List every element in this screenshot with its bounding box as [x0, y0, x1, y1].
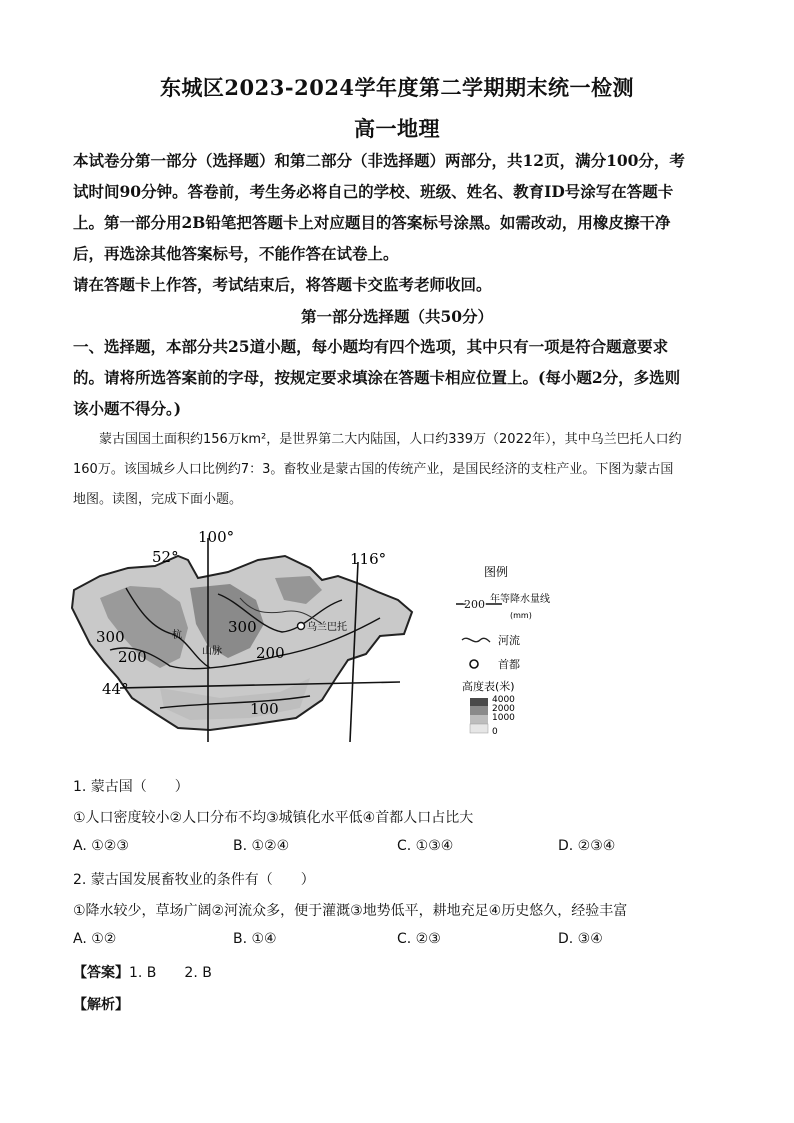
question-1-option-c: C. ①③④ [397, 838, 454, 854]
mountain-label-partial: 杭 [172, 630, 182, 641]
elevation-swatch [470, 706, 488, 715]
legend-isohyet-unit: (mm) [510, 611, 532, 620]
exam-subject: 高一地理 [354, 116, 440, 141]
question-2-stem: 2. 蒙古国发展畜牧业的条件有（ ） [73, 872, 315, 888]
question-1-statement: ①人口密度较小②人口分布不均③城镇化水平低④首都人口占比大 [73, 810, 474, 826]
passage [73, 425, 723, 515]
lon-label-100: 100° [198, 528, 235, 546]
capital-icon [470, 660, 478, 668]
elevation-value: 4000 [492, 695, 515, 705]
isohyet-label: 100 [250, 700, 279, 718]
legend-title: 图例 [484, 565, 509, 579]
isohyet-label: 200 [118, 648, 147, 666]
mountain-label: 山脉 [202, 646, 222, 657]
section-line: 的。请将所选答案前的字母，按规定要求填涂在答题卡相应位置上。(每小题2分，多选则 [73, 368, 681, 387]
question-2-statement: ①降水较少，草场广阔②河流众多，便于灌溉③地势低平，耕地充足④历史悠久，经验丰富 [73, 903, 628, 919]
legend-elevation-title: 高度表(米) [462, 680, 515, 693]
elevation-swatch [470, 724, 488, 733]
question-2-option-a: A. ①② [73, 931, 117, 947]
legend-river-label: 河流 [498, 634, 520, 647]
passage-line: 160万。该国城乡人口比例约7：3。畜牧业是蒙古国的传统产业，是国民经济的支柱产业。下图为蒙古国 [73, 462, 674, 477]
capital-label: 乌兰巴托 [307, 622, 347, 633]
section-line: 一、选择题，本部分共25道小题，每小题均有四个选项，其中只有一项是符合题意要求 [73, 337, 669, 356]
elevation-value: 1000 [492, 713, 515, 723]
question-1-option-d: D. ②③④ [558, 838, 616, 854]
legend-capital-label: 首都 [498, 658, 520, 671]
part1-heading: 第一部分选择题（共50分） [300, 307, 494, 326]
isohyet-label: 300 [228, 618, 257, 636]
river-icon [462, 638, 490, 642]
elevation-swatch [470, 715, 488, 724]
lat-label-44: 44° [102, 680, 129, 698]
instruction-line: 请在答题卡上作答，考试结束后，将答题卡交监考老师收回。 [73, 275, 492, 294]
isohyet-label: 200 [256, 644, 285, 662]
isohyet-label: 300 [96, 628, 125, 646]
legend-isohyet-label: 年等降水量线 [490, 594, 550, 605]
passage-line: 蒙古国国土面积约156万km²，是世界第二大内陆国，人口约339万（2022年），其中乌兰巴托人口约 [99, 432, 682, 447]
map-legend [450, 560, 560, 745]
question-2-option-b: B. ①④ [233, 931, 277, 947]
instructions [73, 145, 723, 300]
elevation-swatch [470, 698, 488, 706]
answer-values: 1. B 2. B [129, 965, 212, 981]
section-line: 该小题不得分。) [73, 399, 182, 418]
question-1-option-a: A. ①②③ [73, 838, 129, 854]
section-instructions [73, 331, 723, 424]
analysis-label: 【解析】 [73, 997, 129, 1013]
legend-isohyet-value: 200 [464, 598, 485, 611]
instruction-line: 后，再选涂其他答案标号，不能作答在试卷上。 [73, 244, 399, 263]
answer-label: 【答案】 [73, 965, 129, 981]
question-2-option-d: D. ③④ [558, 931, 603, 947]
answer-section [73, 962, 212, 982]
instruction-line: 上。第一部分用2B铅笔把答题卡上对应题目的答案标号涂黑。如需改动，用橡皮擦干净 [73, 213, 671, 232]
question-2-option-c: C. ②③ [397, 931, 441, 947]
elevation-value: 0 [492, 727, 498, 737]
passage-line: 地图。读图，完成下面小题。 [73, 492, 243, 507]
question-1-stem: 1. 蒙古国（ ） [73, 779, 189, 795]
instruction-line: 本试卷分第一部分（选择题）和第二部分（非选择题）两部分，共12页，满分100分，考 [73, 151, 685, 170]
capital-marker [298, 623, 305, 630]
exam-title: 东城区2023-2024学年度第二学期期末统一检测 [159, 75, 635, 100]
elevation-value: 2000 [492, 704, 515, 714]
question-1-option-b: B. ①②④ [233, 838, 290, 854]
lon-label-116: 116° [350, 550, 387, 568]
mongolia-map [60, 528, 430, 748]
instruction-line: 试时间90分钟。答卷前，考生务必将自己的学校、班级、姓名、教育ID号涂写在答题卡 [73, 182, 674, 201]
lat-label-52: 52° [152, 548, 179, 566]
analysis-section [73, 994, 129, 1014]
